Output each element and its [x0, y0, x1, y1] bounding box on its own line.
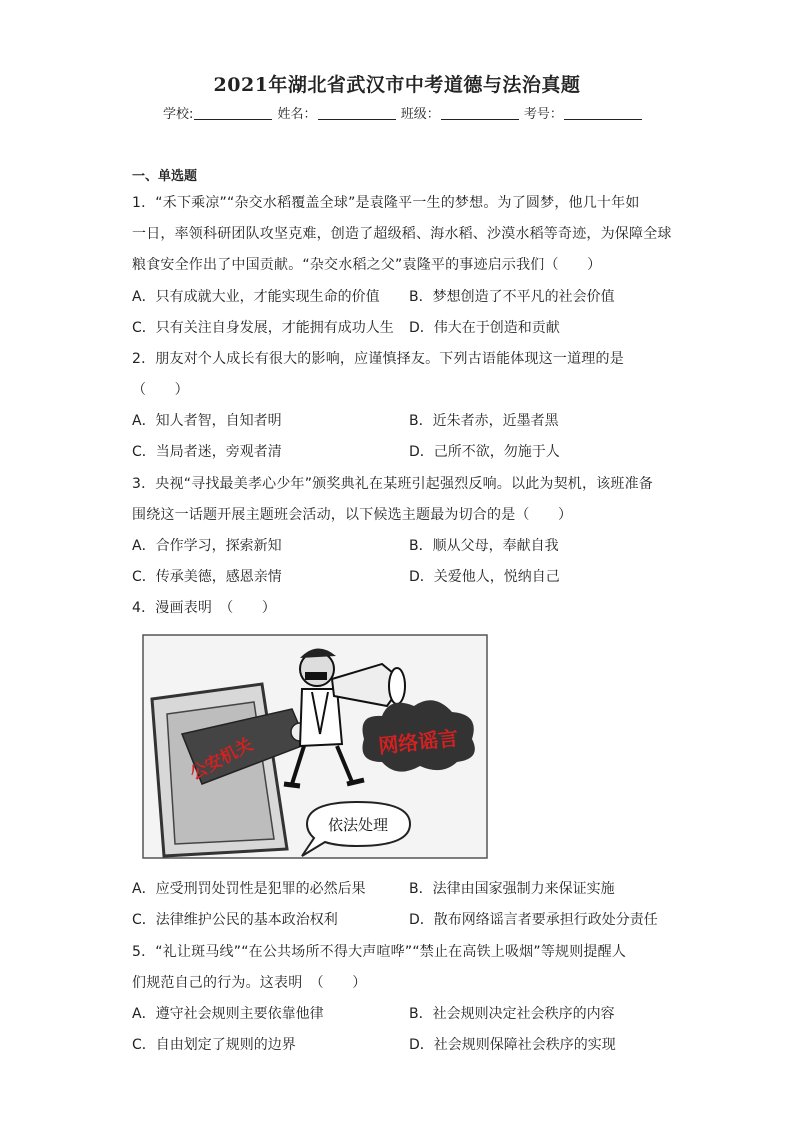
q4-option-a: A．应受刑罚处罚性是犯罪的必然后果: [132, 881, 366, 897]
q4-option-d: D．散布网络谣言者要承担行政处分责任: [409, 912, 658, 928]
page-title: 2021年湖北省武汉市中考道德与法治真题: [213, 74, 581, 96]
q1-option-a: A．只有成就大业，才能实现生命的价值: [132, 289, 380, 305]
q2-line-2: （ ）: [132, 382, 189, 398]
law-label: 依法处理: [327, 816, 389, 834]
q2-line-1: 2．朋友对个人成长有很大的影响，应谨慎择友。下列古语能体现这一道理的是: [132, 351, 624, 367]
q3-option-a: A．合作学习，探索新知: [132, 538, 282, 554]
q3-line-1: 3．央视“寻找最美孝心少年”颁奖典礼在某班引起强烈反响。以此为契机，该班准备: [132, 476, 654, 492]
q4-line-1: 4．漫画表明 （ ）: [132, 600, 277, 616]
q2-option-c: C．当局者迷，旁观者清: [132, 444, 282, 460]
school-blank[interactable]: [194, 106, 272, 120]
q3-option-c: C．传承美德，感恩亲情: [132, 569, 282, 585]
name-blank[interactable]: [318, 106, 396, 120]
q3-option-d: D．关爱他人，悦纳自己: [409, 569, 560, 585]
q5-line-2: 们规范自己的行为。这表明 （ ）: [132, 975, 367, 991]
name-label: 姓名：: [277, 107, 317, 122]
student-info-line: [163, 103, 643, 122]
q5-option-b: B．社会规则决定社会秩序的内容: [409, 1006, 615, 1022]
q4-option-b: B．法律由国家强制力来保证实施: [409, 881, 615, 897]
q2-option-d: D．己所不欲，勿施于人: [409, 444, 560, 460]
q5-option-a: A．遵守社会规则主要依靠他律: [132, 1006, 324, 1022]
q1-line-3: 粮食安全作出了中国贡献。“杂交水稻之父”袁隆平的事迹启示我们（ ）: [132, 257, 602, 273]
exam-number-label: 考号：: [523, 107, 563, 122]
exam-number-blank[interactable]: [564, 106, 642, 120]
q5-option-c: C．自由划定了规则的边界: [132, 1037, 296, 1053]
class-label: 班级：: [400, 107, 440, 122]
q4-option-c: C．法律维护公民的基本政治权利: [132, 912, 338, 928]
q5-option-d: D．社会规则保障社会秩序的实现: [409, 1037, 616, 1053]
q5-line-1: 5．“礼让斑马线”“在公共场所不得大声喧哗”“禁止在高铁上吸烟”等规则提醒人: [132, 944, 627, 960]
q3-line-2: 围绕这一话题开展主题班会活动，以下候选主题最为切合的是（ ）: [132, 507, 573, 523]
cartoon-image: [142, 634, 488, 859]
q2-option-b: B．近朱者赤，近墨者黑: [409, 413, 559, 429]
q1-option-b: B．梦想创造了不平凡的社会价值: [409, 289, 615, 305]
police-label: 公安机关: [186, 734, 257, 785]
q1-line-1: 1．“禾下乘凉”“杂交水稻覆盖全球”是袁隆平一生的梦想。为了圆梦，他几十年如: [132, 195, 640, 211]
q3-option-b: B．顺从父母，奉献自我: [409, 538, 559, 554]
q1-line-2: 一日，率领科研团队攻坚克难，创造了超级稻、海水稻、沙漠水稻等奇迹，为保障全球: [132, 226, 672, 242]
q1-option-c: C．只有关注自身发展，才能拥有成功人生: [132, 320, 394, 336]
q2-option-a: A．知人者智，自知者明: [132, 413, 282, 429]
class-blank[interactable]: [441, 106, 519, 120]
q1-option-d: D．伟大在于创造和贡献: [409, 320, 560, 336]
rumor-label: 网络谣言: [377, 725, 460, 759]
section-heading: 一、单选题: [132, 169, 198, 184]
school-label: 学校:: [163, 107, 194, 122]
